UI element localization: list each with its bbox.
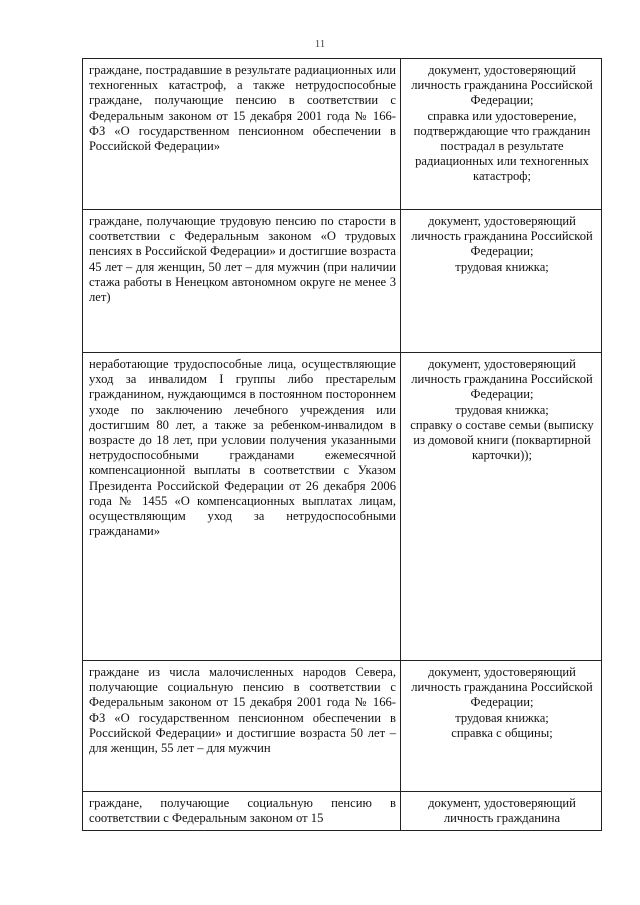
category-cell: граждане, пострадавшие в результате радиационных или техногенных катастроф, а также нетрудоспособные граждане, получающие пенсию в соответствии с Федеральным законом от 15 декабря 2001 года № 166-ФЗ «О государственном пенсионном обеспечении в Российской Федерации» — [83, 59, 401, 210]
document-item: трудовая книжка; — [455, 402, 549, 417]
category-cell: граждане, получающие социальную пенсию в соответствии с Федеральным законом от 15 — [83, 792, 401, 831]
document-item: документ, удостоверяющий личность гражданина Российской Федерации; — [411, 665, 593, 710]
category-cell: неработающие трудоспособные лица, осуществляющие уход за инвалидом I группы либо престарелым гражданином, нуждающимся в постоянном постороннем уходе по заключению лечебного учреждения или достигшим 80 лет, а также за ребенком-инвалидом в возрасте до 18 лет, при условии получения указанными нетрудоспособными гражданами ежемесячной компенсационной выплаты в соответствии с Указом Президента Российской Федерации от 26 декабря 2006 года № 1455 «О компенсационных выплатах лицам, осуществляющим уход за нетрудоспособными гражданами» — [83, 353, 401, 661]
table-row — [83, 210, 602, 353]
documents-cell — [401, 661, 602, 792]
page-number: 11 — [314, 38, 326, 50]
eligibility-table — [82, 58, 602, 831]
category-cell: граждане из числа малочисленных народов Севера, получающие социальную пенсию в соответствии с Федеральным законом от 15 декабря 2001 года № 166-ФЗ «О государственном пенсионном обеспечении в Российской Федерации» и достигшие возраста 50 лет – для женщин, 55 лет – для мужчин — [83, 661, 401, 792]
category-cell: граждане, получающие трудовую пенсию по старости в соответствии с Федеральным законом «О трудовых пенсиях в Российской Федерации» и достигшие возраста 45 лет – для женщин, 50 лет – для мужчин (при наличии стажа работы в Ненецком автономном округе не менее 3 лет) — [83, 210, 401, 353]
table-row — [83, 661, 602, 792]
table-row — [83, 792, 602, 831]
document-item: документ, удостоверяющий личность гражданина Российской Федерации; — [411, 214, 593, 259]
document-item: справка с общины; — [451, 725, 553, 740]
document-item: справку о составе семьи (выписку из домовой книги (поквартирной карточки)); — [410, 417, 594, 463]
document-item: справка или удостоверение, подтверждающие что гражданин пострадал в результате радиационных или техногенных катастроф; — [413, 108, 591, 184]
table-row — [83, 353, 602, 661]
documents-cell — [401, 59, 602, 210]
documents-cell — [401, 210, 602, 353]
document-item: трудовая книжка; — [455, 710, 549, 725]
document-item: трудовая книжка; — [455, 259, 549, 274]
documents-cell — [401, 792, 602, 831]
document-item: документ, удостоверяющий личность гражданина Российской Федерации; — [411, 63, 593, 108]
document-item: документ, удостоверяющий личность гражданина Российской Федерации; — [411, 357, 593, 402]
document-item: документ, удостоверяющий личность гражданина — [428, 796, 576, 826]
documents-cell — [401, 353, 602, 661]
table-row — [83, 59, 602, 210]
